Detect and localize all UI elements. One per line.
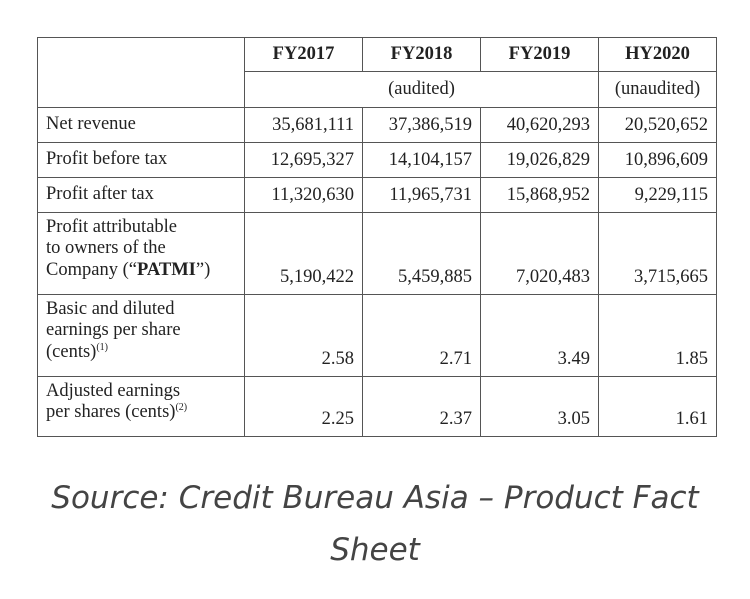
source-caption	[0, 472, 750, 576]
row-label	[38, 213, 245, 295]
table-cell: 3,715,665	[599, 213, 717, 295]
table-row	[38, 178, 717, 213]
col-header-fy2018: FY2018	[363, 38, 481, 72]
col-header-fy2017: FY2017	[245, 38, 363, 72]
row-label	[38, 377, 245, 437]
row-label	[38, 295, 245, 377]
caption-line: Sheet	[330, 532, 420, 568]
label-line: Adjusted earnings	[46, 381, 181, 401]
table-cell: 2.71	[363, 295, 481, 377]
table-cell: 35,681,111	[245, 108, 363, 143]
table-row	[38, 377, 717, 437]
corner-cell	[38, 38, 245, 108]
caption-line: Source: Credit Bureau Asia – Product Fact	[51, 480, 699, 516]
label-line: ”)	[195, 259, 211, 280]
label-line: (cents)	[46, 341, 97, 362]
financial-summary-table	[37, 37, 717, 437]
label-line: to owners of the	[46, 238, 166, 259]
table-cell: 3.49	[481, 295, 599, 377]
label-line: per shares (cents)	[46, 402, 176, 423]
row-label: Net revenue	[38, 108, 245, 143]
label-line: Company (“	[46, 259, 137, 280]
table-cell: 5,459,885	[363, 213, 481, 295]
label-bold: PATMI	[136, 259, 196, 280]
footnote-marker: (1)	[96, 341, 109, 353]
table-cell: 14,104,157	[363, 143, 481, 178]
table-cell: 9,229,115	[599, 178, 717, 213]
table-cell: 2.25	[245, 377, 363, 437]
unaudited-label: (unaudited)	[599, 72, 717, 108]
table-cell: 5,190,422	[245, 213, 363, 295]
header-row	[38, 38, 717, 72]
table-cell: 11,965,731	[363, 178, 481, 213]
row-label: Profit before tax	[38, 143, 245, 178]
label-line: Basic and diluted	[46, 299, 175, 319]
footnote-marker: (2)	[175, 402, 188, 414]
table-cell: 20,520,652	[599, 108, 717, 143]
label-line: earnings per share	[46, 320, 181, 341]
table-row	[38, 143, 717, 178]
table-cell: 2.58	[245, 295, 363, 377]
row-label: Profit after tax	[38, 178, 245, 213]
col-header-hy2020: HY2020	[599, 38, 717, 72]
table-cell: 1.85	[599, 295, 717, 377]
table-cell: 3.05	[481, 377, 599, 437]
label-line: Profit attributable	[46, 217, 178, 237]
col-header-fy2019: FY2019	[481, 38, 599, 72]
audited-label: (audited)	[245, 72, 599, 108]
table-cell: 19,026,829	[481, 143, 599, 178]
table-row	[38, 213, 717, 295]
table-cell: 37,386,519	[363, 108, 481, 143]
table-row	[38, 295, 717, 377]
table-cell: 10,896,609	[599, 143, 717, 178]
table-cell: 2.37	[363, 377, 481, 437]
table-cell: 12,695,327	[245, 143, 363, 178]
table-cell: 15,868,952	[481, 178, 599, 213]
table-row	[38, 108, 717, 143]
table-cell: 1.61	[599, 377, 717, 437]
table-cell: 40,620,293	[481, 108, 599, 143]
table-cell: 11,320,630	[245, 178, 363, 213]
table-cell: 7,020,483	[481, 213, 599, 295]
